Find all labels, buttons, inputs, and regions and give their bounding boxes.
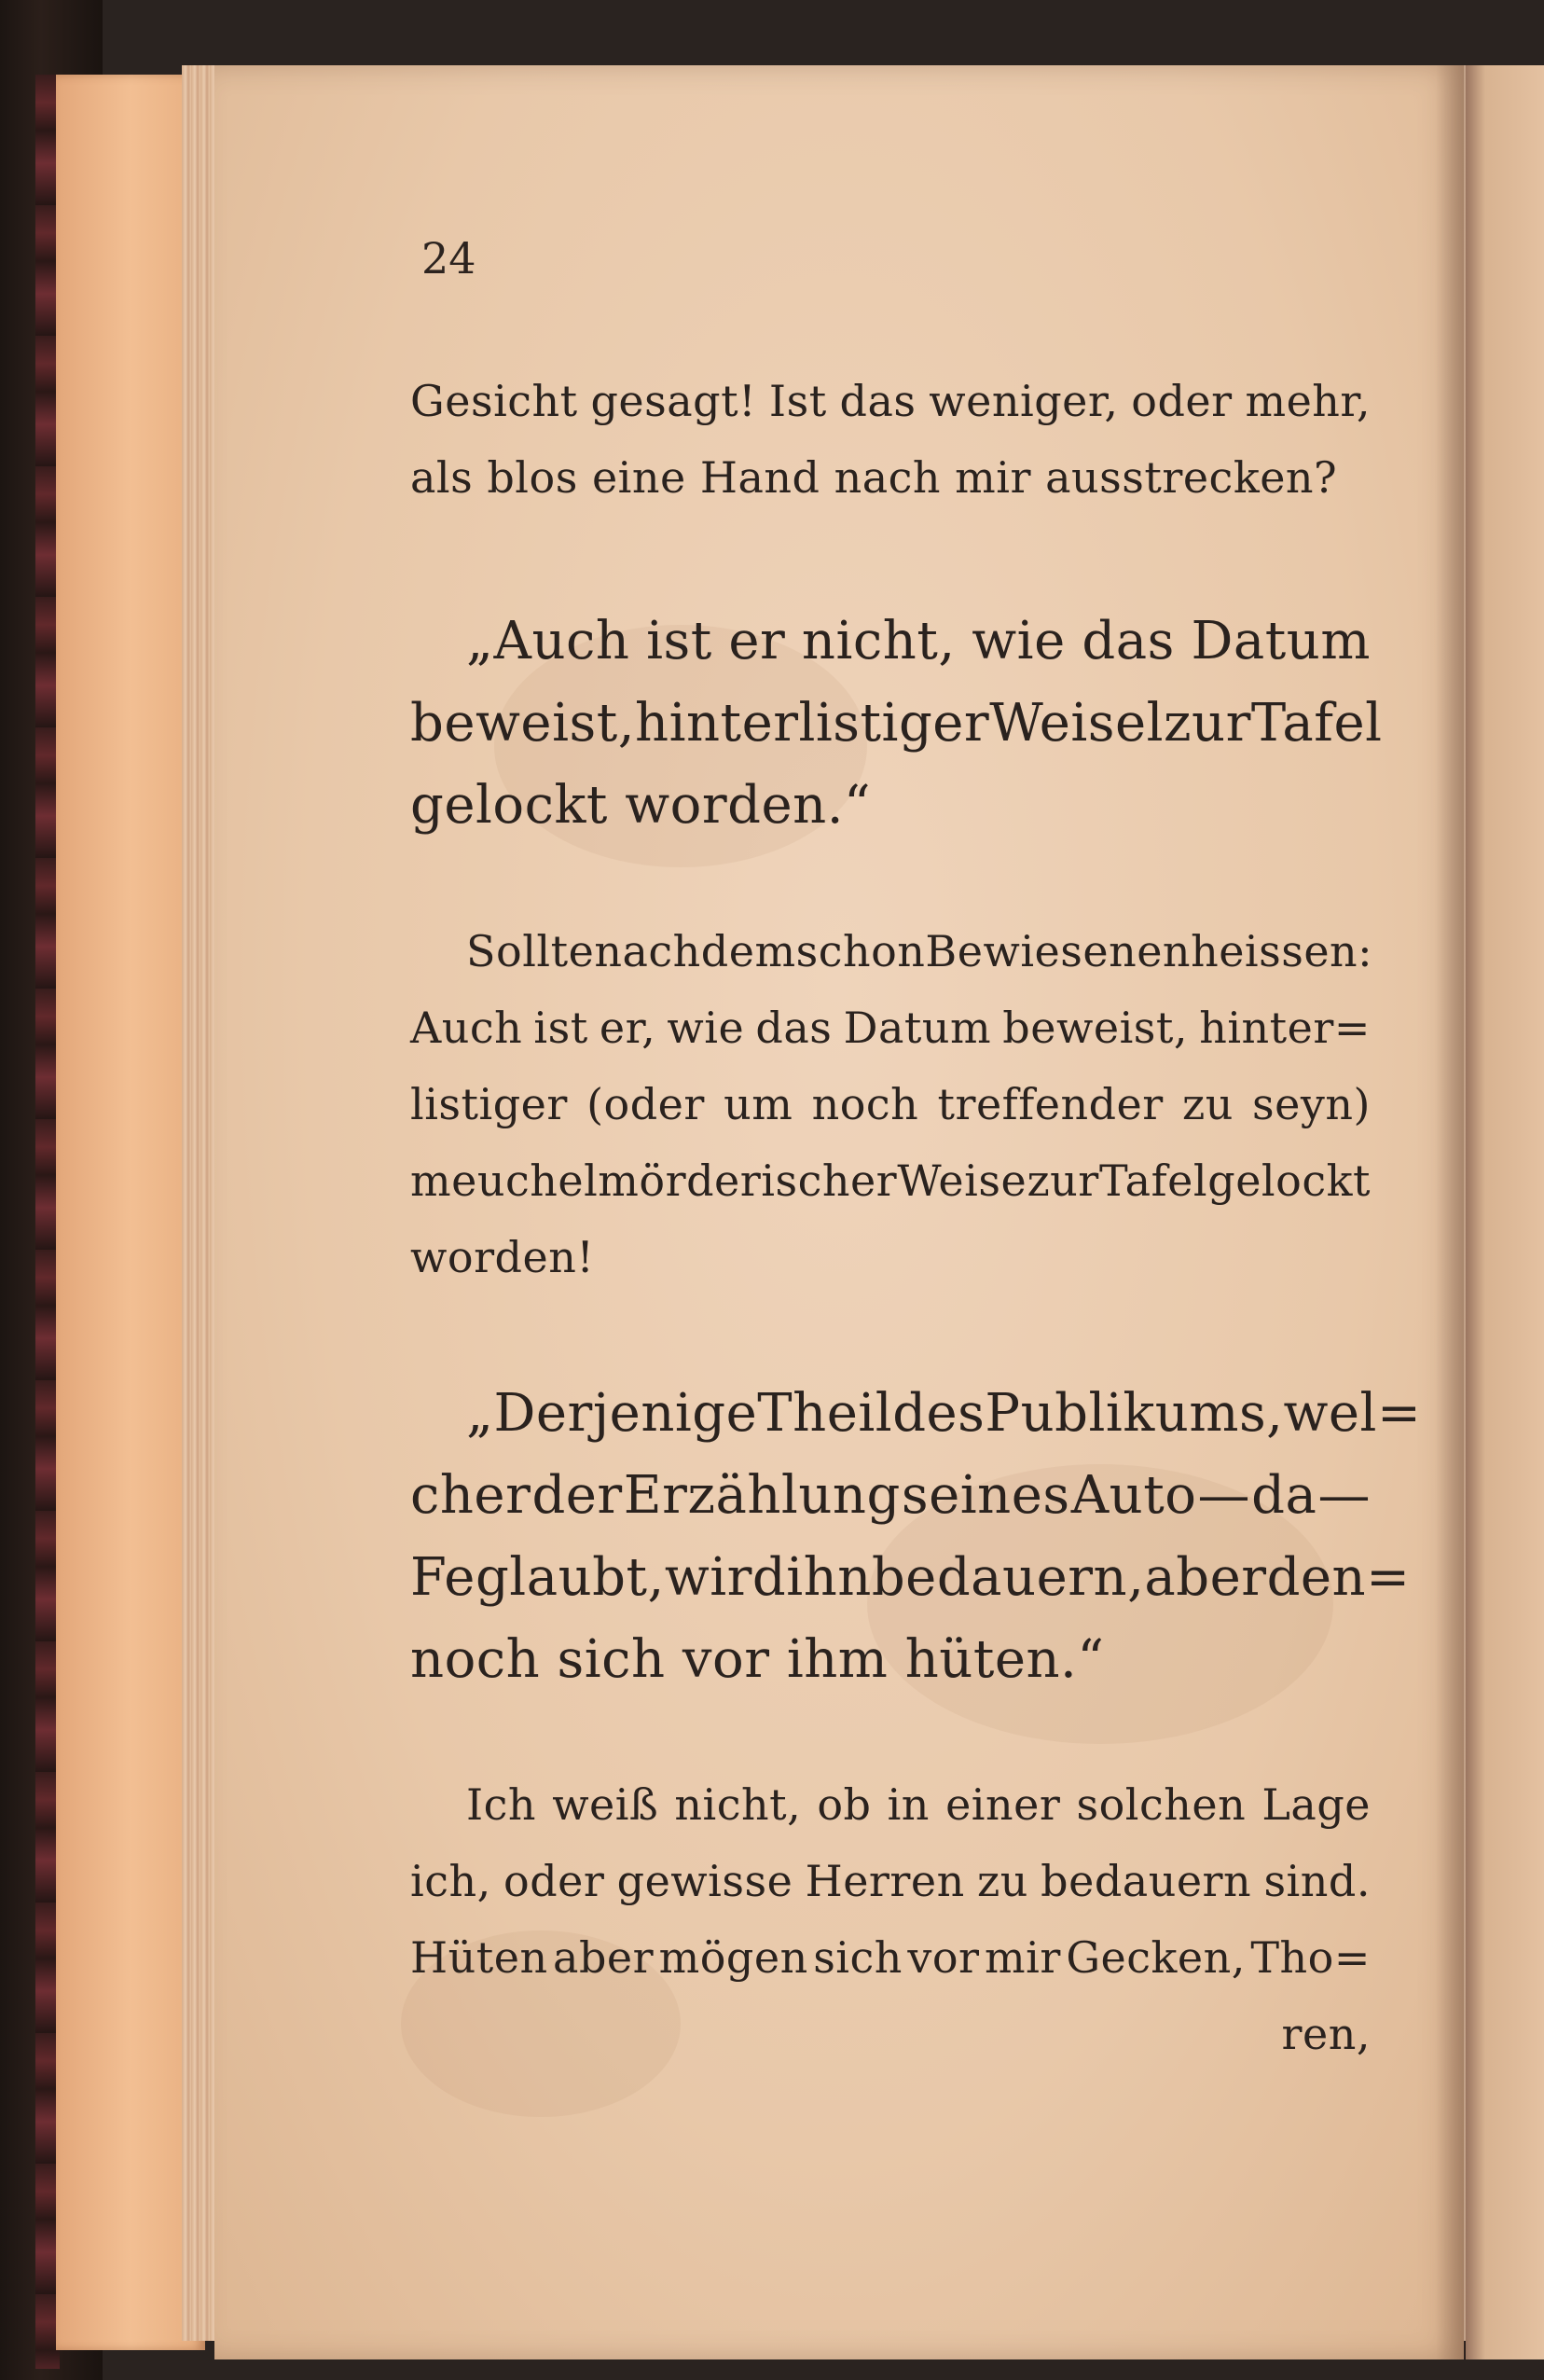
text-line: „Derjenige Theil des Publikums, wel= <box>466 1383 1422 1444</box>
text-line: „Auch ist er nicht, wie das Datum <box>466 611 1371 671</box>
text-line: Ich weiß nicht, ob in einer solchen Lage <box>466 1779 1371 1830</box>
paragraph-1 <box>410 350 1371 503</box>
text-line: als blos eine Hand nach mir ausstrecken? <box>410 452 1338 503</box>
text-line: meuchelmörderischer Weise zur Tafel gelockt <box>410 1155 1371 1206</box>
paragraph-2-quote <box>410 589 1383 836</box>
paragraph-3 <box>410 900 1371 1282</box>
text-line: noch sich vor ihm hüten.“ <box>410 1629 1105 1690</box>
text-line: beweist, hinterlistiger Weisel zur Tafel <box>410 693 1383 754</box>
text-line: ich, oder gewisse Herren zu bedauern sind. <box>410 1856 1371 1906</box>
text-line: gelockt worden.“ <box>410 775 872 836</box>
facing-page-edge <box>1466 65 1544 2359</box>
text-line: Sollte nach dem schon Bewiesenen heissen: <box>466 926 1373 976</box>
text-line: listiger (oder um noch treffender zu seyn) <box>410 1079 1371 1129</box>
text-line: Hüten aber mögen sich vor mir Gecken, Tho= <box>410 1932 1371 1983</box>
text-line: Gesicht gesagt! Ist das weniger, oder mehr, <box>410 376 1371 426</box>
catchword: ren, <box>1281 2009 1371 2059</box>
paragraph-5 <box>410 1753 1371 2059</box>
text-line: Fe glaubt, wird ihn bedauern, aber den= <box>410 1547 1411 1608</box>
text-line: cher der Erzählung seines Auto — da — <box>410 1465 1371 1526</box>
page-number: 24 <box>421 233 476 284</box>
text-line: worden! <box>410 1232 595 1282</box>
paragraph-4-quote <box>410 1362 1422 1690</box>
text-line: Auch ist er, wie das Datum beweist, hinter= <box>410 1003 1371 1053</box>
